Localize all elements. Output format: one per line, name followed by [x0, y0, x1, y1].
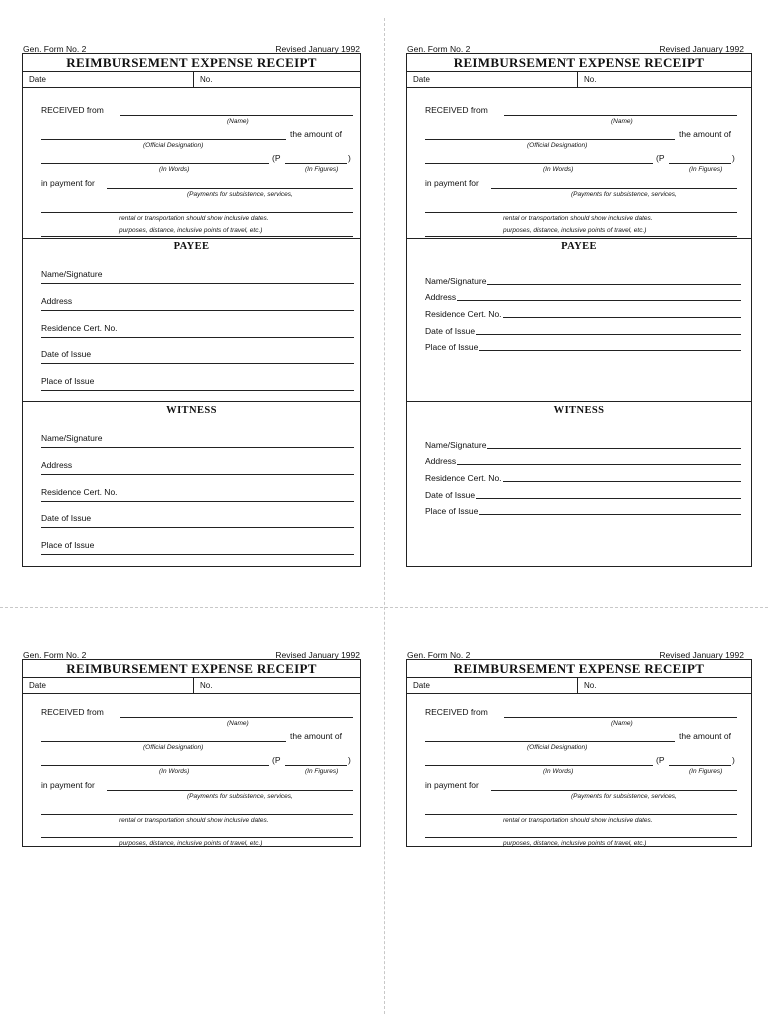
revision-date: Revised January 1992 — [659, 650, 744, 660]
received-from-line[interactable] — [120, 115, 353, 116]
form-number: Gen. Form No. 2 — [407, 44, 471, 54]
receipt-title: REIMBURSEMENT EXPENSE RECEIPT — [407, 54, 751, 72]
name-caption: (Name) — [611, 118, 633, 125]
payment-caption-1: (Payments for subsistence, services, — [571, 191, 677, 198]
designation-caption: (Official Designation) — [527, 744, 588, 751]
payment-for-label: in payment for — [41, 178, 95, 188]
payment-for-label: in payment for — [41, 780, 95, 790]
received-from-label: RECEIVED from — [425, 707, 488, 717]
in-figures-caption: (In Figures) — [689, 166, 723, 173]
received-from-label: RECEIVED from — [425, 105, 488, 115]
peso-close: ) — [732, 153, 735, 163]
payment-caption-1: (Payments for subsistence, services, — [571, 793, 677, 800]
peso-close: ) — [732, 755, 735, 765]
vertical-cut-line — [384, 18, 385, 1014]
designation-line[interactable] — [41, 741, 286, 742]
witness-residence-cert-field[interactable] — [425, 466, 741, 483]
receipt-title: REIMBURSEMENT EXPENSE RECEIPT — [23, 54, 360, 72]
in-words-caption: (In Words) — [159, 768, 190, 775]
receipt-form-bottom-left — [22, 650, 361, 847]
amount-of-label: the amount of — [679, 731, 731, 741]
in-figures-caption: (In Figures) — [305, 166, 339, 173]
amount-figures-line[interactable] — [669, 163, 731, 164]
amount-words-line[interactable] — [41, 765, 269, 766]
amount-figures-line[interactable] — [285, 765, 347, 766]
payment-line-2[interactable] — [425, 814, 737, 815]
date-number-row — [407, 678, 751, 694]
receipt-form-top-left — [22, 44, 361, 567]
field-line[interactable] — [487, 284, 741, 285]
payment-caption-2: rental or transportation should show inclusive dates. — [119, 817, 269, 824]
amount-figures-line[interactable] — [285, 163, 347, 164]
field-line[interactable] — [41, 554, 354, 555]
name-caption: (Name) — [611, 720, 633, 727]
field-label: Place of Issue — [41, 540, 95, 551]
field-line[interactable] — [41, 447, 354, 448]
payee-section — [23, 227, 360, 402]
payment-line-2[interactable] — [41, 814, 353, 815]
name-caption: (Name) — [227, 720, 249, 727]
payee-date-of-issue-field[interactable] — [41, 349, 354, 376]
date-field[interactable]: Date — [407, 72, 578, 87]
peso-open: (P — [656, 755, 665, 765]
received-section — [407, 694, 751, 846]
field-label: Place of Issue — [425, 342, 479, 353]
field-line[interactable] — [476, 334, 741, 335]
payment-for-line[interactable] — [107, 188, 353, 189]
peso-open: (P — [656, 153, 665, 163]
field-line[interactable] — [41, 390, 354, 391]
payment-for-label: in payment for — [425, 780, 479, 790]
field-line[interactable] — [41, 310, 354, 311]
amount-words-line[interactable] — [425, 163, 653, 164]
payee-section — [407, 227, 751, 402]
payment-caption-1: (Payments for subsistence, services, — [187, 191, 293, 198]
field-label: Place of Issue — [41, 376, 95, 387]
payment-line-3[interactable] — [425, 236, 737, 237]
payee-residence-cert-field[interactable] — [425, 302, 741, 319]
payment-caption-2: rental or transportation should show inclusive dates. — [119, 215, 269, 222]
field-label: Residence Cert. No. — [425, 473, 502, 484]
amount-of-label: the amount of — [290, 731, 342, 741]
received-section — [23, 88, 360, 239]
receipt-title: REIMBURSEMENT EXPENSE RECEIPT — [23, 660, 360, 678]
payee-heading: PAYEE — [173, 241, 210, 252]
witness-section — [23, 403, 360, 566]
witness-section — [407, 403, 751, 566]
receipt-box — [22, 53, 361, 567]
payee-date-of-issue-field[interactable] — [425, 319, 741, 336]
field-label: Date of Issue — [425, 489, 476, 500]
witness-heading: WITNESS — [166, 405, 217, 416]
field-line[interactable] — [479, 350, 741, 351]
field-label: Residence Cert. No. — [425, 309, 502, 320]
field-line[interactable] — [479, 514, 741, 515]
payment-line-3[interactable] — [425, 837, 737, 838]
received-section — [23, 694, 360, 846]
payment-line-3[interactable] — [41, 837, 353, 838]
field-label: Name/Signature — [41, 269, 103, 279]
field-label: Address — [425, 292, 457, 303]
payee-address-field[interactable] — [425, 286, 741, 303]
payee-address-field[interactable] — [41, 296, 354, 323]
peso-close: ) — [348, 755, 351, 765]
designation-line[interactable] — [425, 139, 675, 140]
payee-name-field[interactable] — [41, 269, 354, 296]
field-line[interactable] — [41, 527, 354, 528]
receipt-box — [406, 53, 752, 567]
in-words-caption: (In Words) — [543, 768, 574, 775]
revision-date: Revised January 1992 — [275, 44, 360, 54]
number-field[interactable]: No. — [200, 75, 213, 84]
received-from-line[interactable] — [504, 115, 737, 116]
designation-line[interactable] — [41, 139, 286, 140]
payee-heading: PAYEE — [561, 241, 597, 252]
payee-place-of-issue-field[interactable] — [425, 336, 741, 353]
payee-place-of-issue-field[interactable] — [41, 376, 354, 403]
field-line[interactable] — [41, 501, 354, 502]
field-label: Name/Signature — [41, 433, 103, 443]
date-field[interactable]: Date — [23, 72, 194, 87]
peso-open: (P — [272, 755, 281, 765]
in-figures-caption: (In Figures) — [305, 768, 339, 775]
number-field[interactable]: No. — [584, 75, 597, 84]
receipt-title: REIMBURSEMENT EXPENSE RECEIPT — [407, 660, 751, 678]
field-label: Date of Issue — [425, 325, 476, 336]
payment-caption-2: rental or transportation should show inclusive dates. — [503, 817, 653, 824]
field-line[interactable] — [503, 317, 741, 318]
field-label: Place of Issue — [425, 506, 479, 517]
field-label: Residence Cert. No. — [41, 486, 118, 497]
witness-residence-cert-field[interactable] — [41, 487, 354, 514]
field-label: Date of Issue — [41, 513, 92, 524]
receipt-box — [406, 659, 752, 847]
designation-line[interactable] — [425, 741, 675, 742]
payment-for-line[interactable] — [107, 790, 353, 791]
received-from-label: RECEIVED from — [41, 105, 104, 115]
payee-residence-cert-field[interactable] — [41, 323, 354, 350]
revision-date: Revised January 1992 — [659, 44, 744, 54]
amount-figures-line[interactable] — [669, 765, 731, 766]
designation-caption: (Official Designation) — [143, 142, 204, 149]
field-label: Name/Signature — [425, 275, 487, 286]
witness-date-of-issue-field[interactable] — [425, 483, 741, 500]
payment-caption-3: purposes, distance, inclusive points of travel, etc.) — [503, 840, 647, 847]
name-caption: (Name) — [227, 118, 249, 125]
field-line[interactable] — [41, 363, 354, 364]
payment-caption-2: rental or transportation should show inclusive dates. — [503, 215, 653, 222]
field-line[interactable] — [41, 474, 354, 475]
receipt-form-top-right — [406, 44, 745, 567]
peso-open: (P — [272, 153, 281, 163]
in-figures-caption: (In Figures) — [689, 768, 723, 775]
witness-address-field[interactable] — [41, 460, 354, 487]
payment-caption-3: purposes, distance, inclusive points of travel, etc.) — [503, 227, 647, 234]
payee-name-field[interactable] — [425, 269, 741, 286]
field-line[interactable] — [41, 337, 354, 338]
payment-line-3[interactable] — [41, 236, 353, 237]
witness-place-of-issue-field[interactable] — [425, 500, 741, 517]
field-line[interactable] — [476, 498, 741, 499]
date-number-row — [23, 72, 360, 88]
amount-of-label: the amount of — [679, 129, 731, 139]
witness-place-of-issue-field[interactable] — [41, 540, 354, 567]
peso-close: ) — [348, 153, 351, 163]
date-number-row — [407, 72, 751, 88]
field-label: Name/Signature — [425, 439, 487, 450]
field-label: Date of Issue — [41, 349, 92, 360]
amount-words-line[interactable] — [425, 765, 653, 766]
date-number-row — [23, 678, 360, 694]
witness-name-field[interactable] — [41, 433, 354, 460]
date-field[interactable]: Date — [23, 678, 194, 693]
revision-date: Revised January 1992 — [275, 650, 360, 660]
form-number: Gen. Form No. 2 — [407, 650, 471, 660]
amount-words-line[interactable] — [41, 163, 269, 164]
field-label: Residence Cert. No. — [41, 322, 118, 333]
payment-for-line[interactable] — [491, 188, 737, 189]
received-section — [407, 88, 751, 239]
field-line[interactable] — [41, 283, 354, 284]
form-number: Gen. Form No. 2 — [23, 650, 87, 660]
witness-name-field[interactable] — [425, 433, 741, 450]
witness-address-field[interactable] — [425, 450, 741, 467]
received-from-line[interactable] — [504, 717, 737, 718]
payment-line-2[interactable] — [425, 212, 737, 213]
payment-caption-1: (Payments for subsistence, services, — [187, 793, 293, 800]
field-label: Address — [41, 295, 73, 306]
field-line[interactable] — [457, 300, 741, 301]
received-from-label: RECEIVED from — [41, 707, 104, 717]
number-field[interactable]: No. — [584, 681, 597, 690]
witness-date-of-issue-field[interactable] — [41, 513, 354, 540]
date-field[interactable]: Date — [407, 678, 578, 693]
receipt-box — [22, 659, 361, 847]
receipt-form-bottom-right — [406, 650, 745, 847]
payment-for-line[interactable] — [491, 790, 737, 791]
horizontal-cut-line — [0, 607, 768, 608]
form-number: Gen. Form No. 2 — [23, 44, 87, 54]
amount-of-label: the amount of — [290, 129, 342, 139]
in-words-caption: (In Words) — [159, 166, 190, 173]
field-label: Address — [41, 459, 73, 470]
received-from-line[interactable] — [120, 717, 353, 718]
designation-caption: (Official Designation) — [527, 142, 588, 149]
field-label: Address — [425, 456, 457, 467]
in-words-caption: (In Words) — [543, 166, 574, 173]
designation-caption: (Official Designation) — [143, 744, 204, 751]
payment-caption-3: purposes, distance, inclusive points of travel, etc.) — [119, 840, 263, 847]
field-line[interactable] — [503, 481, 741, 482]
field-line[interactable] — [457, 464, 741, 465]
payment-line-2[interactable] — [41, 212, 353, 213]
field-line[interactable] — [487, 448, 741, 449]
number-field[interactable]: No. — [200, 681, 213, 690]
payment-caption-3: purposes, distance, inclusive points of travel, etc.) — [119, 227, 263, 234]
payment-for-label: in payment for — [425, 178, 479, 188]
witness-heading: WITNESS — [553, 405, 605, 416]
